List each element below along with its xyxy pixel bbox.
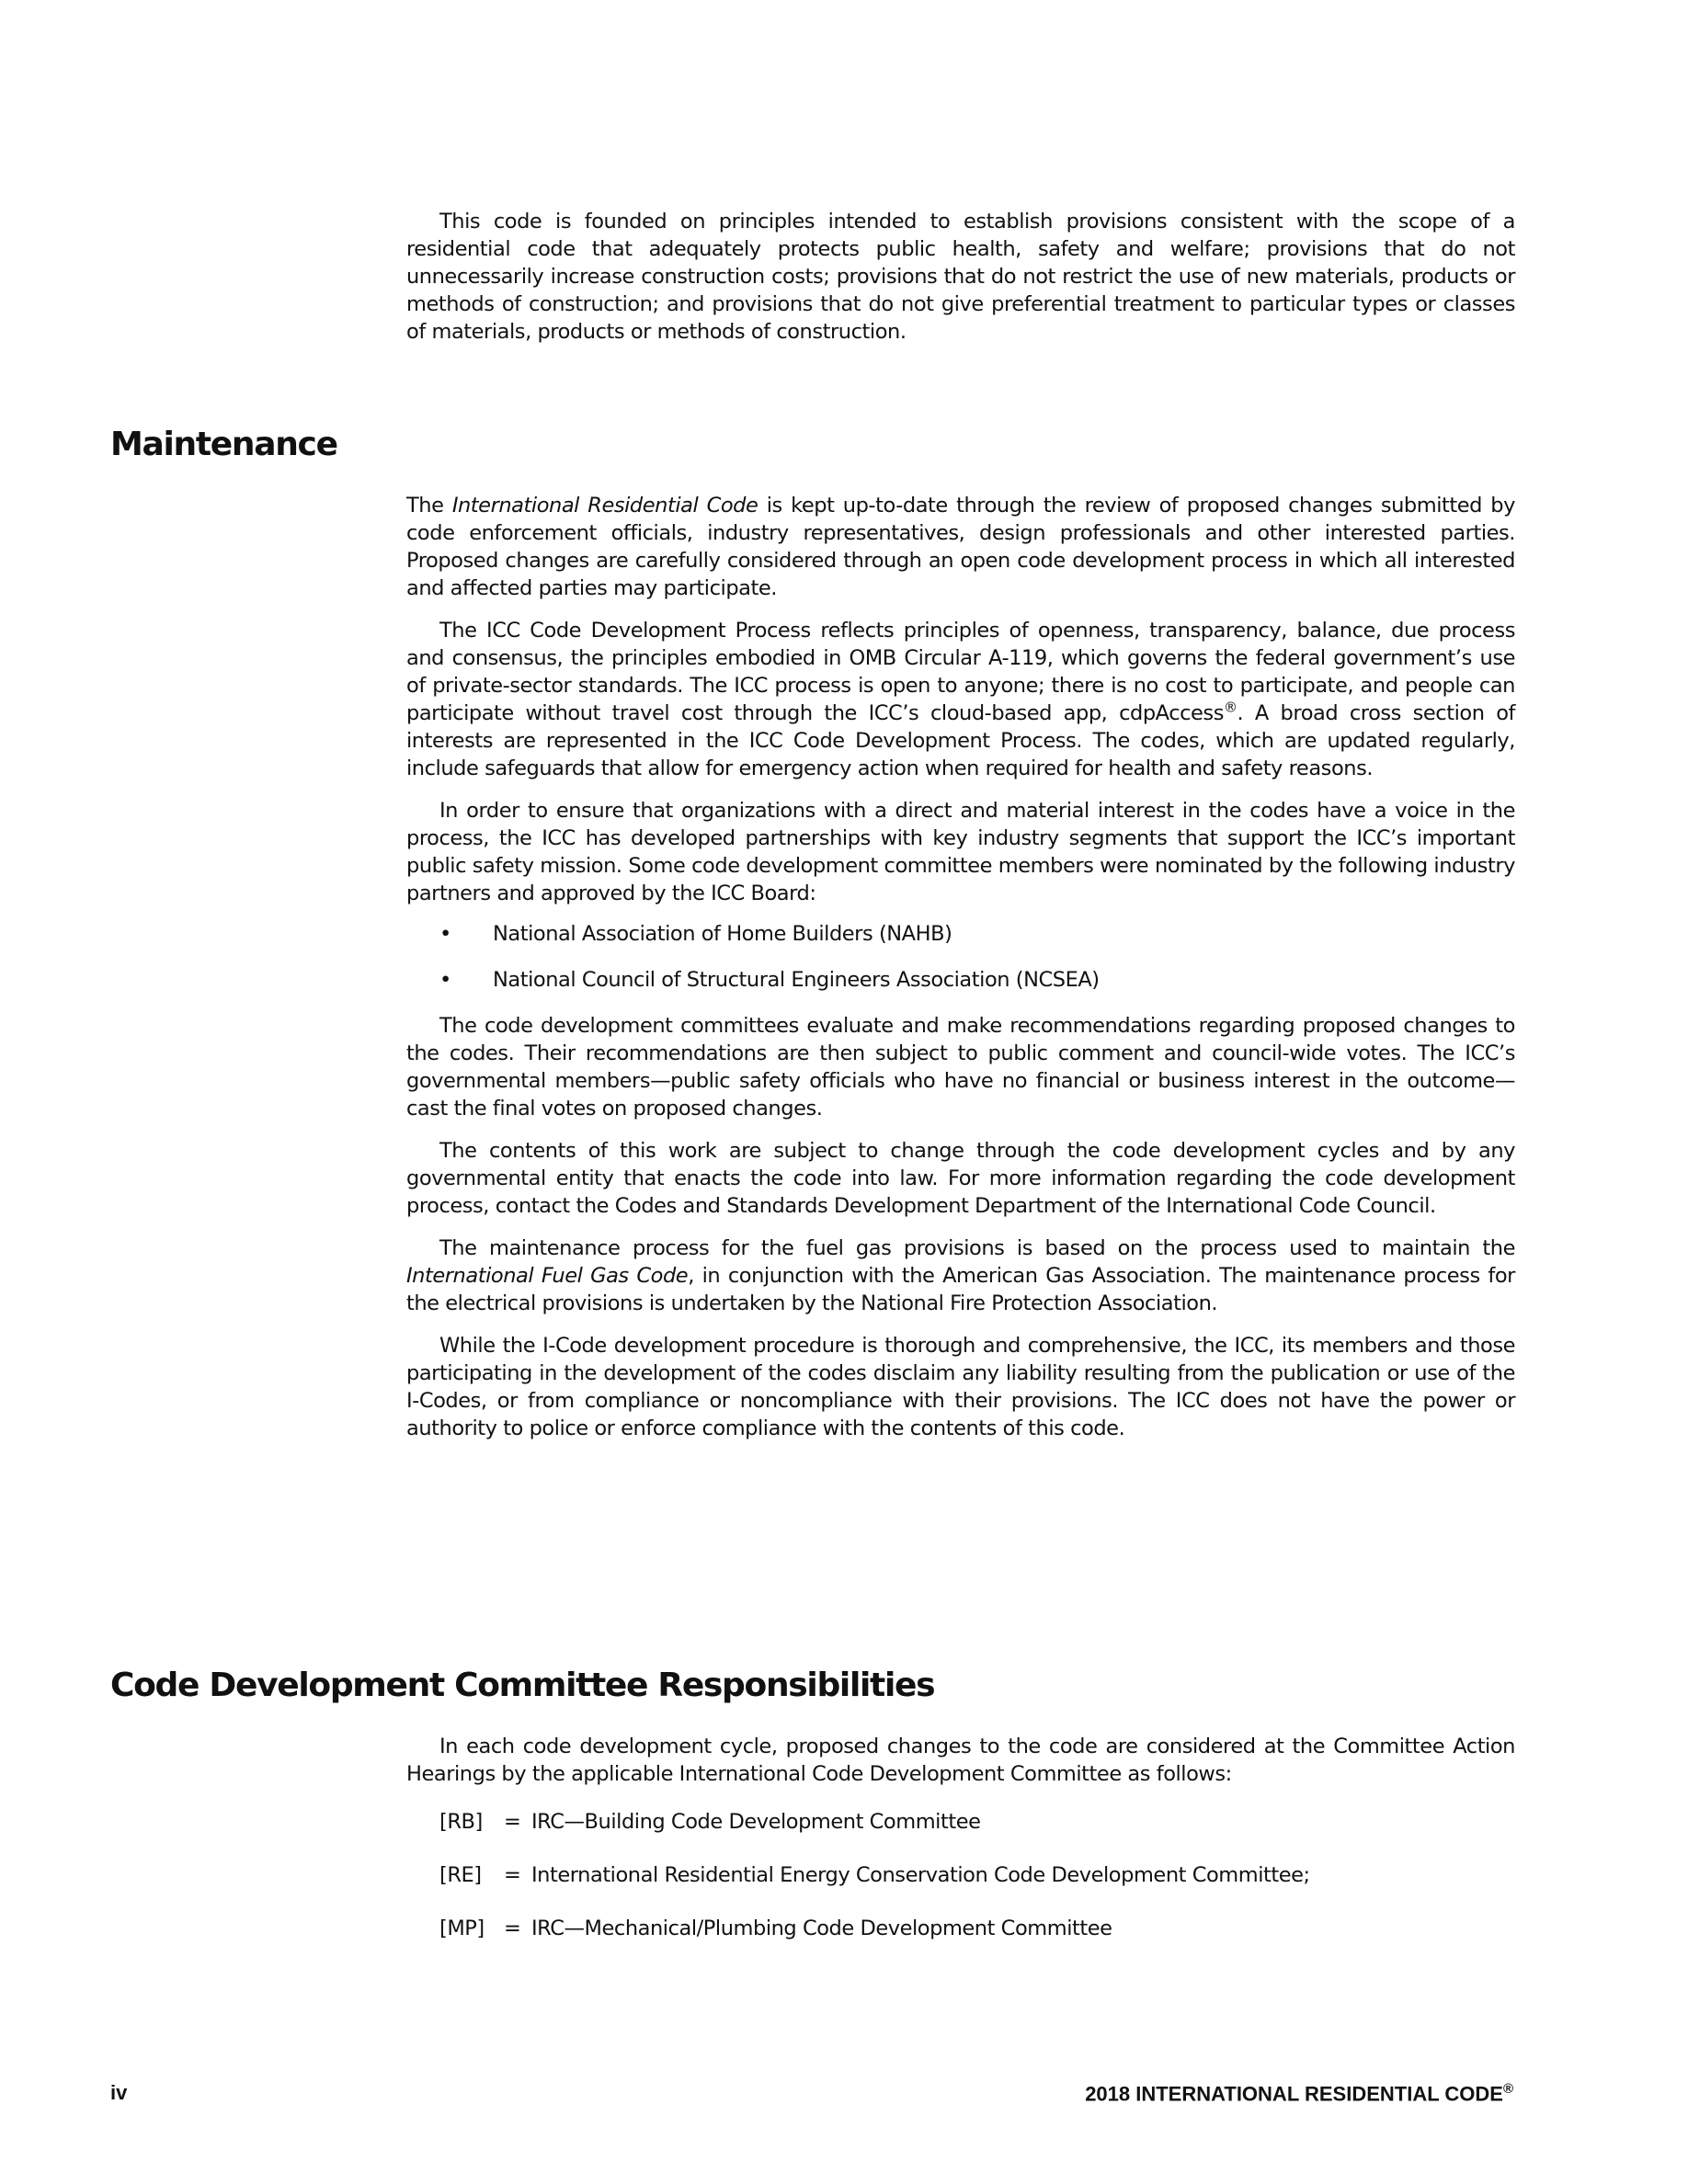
irc-title-italic: International Residential Code (451, 494, 758, 518)
maintenance-paragraph-4: The code development committees evaluate and make recommendations regarding proposed changes to the codes. Their recommendations are then subject to public comment and council-wide votes. The ICC’s governmental members—public safety officials who have no financial or business interest in the outcome—cast the final votes on proposed changes. (406, 1014, 1515, 1120)
committee-row (406, 1861, 1515, 1889)
equals-sign: = (504, 1863, 521, 1887)
committee-row (406, 1915, 1515, 1942)
industry-partners-list (406, 920, 1515, 994)
text-run: The maintenance process for the fuel gas provisions is based on the process used to maintain the (439, 1236, 1515, 1260)
equals-sign: = (504, 1917, 521, 1940)
equals-sign: = (504, 1810, 521, 1834)
maintenance-paragraph-2 (406, 617, 1515, 782)
committee-name: International Residential Energy Conservation Code Development Committee; (531, 1863, 1310, 1887)
intro-block (406, 208, 1515, 346)
committee-abbr: [RB] (439, 1810, 483, 1834)
registered-mark: ® (1223, 699, 1237, 716)
maintenance-paragraph-5: The contents of this work are subject to change through the code development cycles and by any governmental entity that enacts the code into law. For more information regarding the code development process, contact the Codes and Standards Development Department of the International Code Council. (406, 1139, 1515, 1218)
list-item (406, 966, 1515, 994)
committee-intro: In each code development cycle, proposed changes to the code are considered at the Committee Action Hearings by the applicable International Code Development Committee as follows: (406, 1735, 1515, 1786)
committee-heading: Code Development Committee Responsibilities (110, 1666, 935, 1704)
footer-title-text: 2018 INTERNATIONAL RESIDENTIAL CODE (1085, 2082, 1503, 2106)
text-run: The (406, 494, 452, 518)
maintenance-section (406, 492, 1515, 1442)
text-run: The ICC Code Development Process reflects principles of openness, transparency, balance, due process and consensus, the principles embodied in OMB Circular A-119, which governs the federal government’s use of private-sector standards. The ICC process is open to anyone; there is no cost to participate, and people can participate without travel cost through the ICC’s cloud-based app, cdpAccess (406, 619, 1515, 725)
maintenance-paragraph-1 (406, 492, 1515, 602)
committee-section (406, 1733, 1515, 1968)
maintenance-paragraph-3: In order to ensure that organizations with a direct and material interest in the codes have a voice in the process, the ICC has developed partnerships with key industry segments that support the ICC’s important public safety mission. Some code development committee members were nominated by the following industry partners and approved by the ICC Board: (406, 799, 1515, 905)
maintenance-paragraph-7: While the I-Code development procedure is thorough and comprehensive, the ICC, its members and those participating in the development of the codes disclaim any liability resulting from the publication or use of the I-Codes, or from compliance or noncompliance with their provisions. The ICC does not have the power or authority to police or enforce compliance with the contents of this code. (406, 1334, 1515, 1440)
text-run: . A broad cross section of interests are represented in the ICC Code Development Process. The codes, which are updated regularly, include safeguards that allow for emergency action when required for health and safety reasons. (406, 701, 1515, 780)
list-item (406, 920, 1515, 948)
list-item-text: National Association of Home Builders (NAHB) (493, 922, 952, 946)
text-run: is kept up-to-date through the review of proposed changes submitted by code enforcement officials, industry representatives, design professionals and other interested parties. Proposed changes are carefully considered through an open code development process in which all interested and affected parties may participate. (406, 494, 1515, 600)
page-number: iv (110, 2081, 128, 2104)
committee-abbr: [MP] (439, 1917, 485, 1940)
registered-mark: ® (1502, 2081, 1513, 2097)
committee-row (406, 1808, 1515, 1836)
text-run: , in conjunction with the American Gas Association. The maintenance process for the electrical provisions is undertaken by the National Fire Protection Association. (406, 1264, 1515, 1315)
maintenance-paragraph-6 (406, 1234, 1515, 1317)
committee-name: IRC—Building Code Development Committee (531, 1810, 981, 1834)
list-item-text: National Council of Structural Engineers Association (NCSEA) (493, 968, 1100, 992)
committee-abbr: [RE] (439, 1863, 482, 1887)
intro-paragraph: This code is founded on principles intended to establish provisions consistent with the scope of a residential code that adequately protects public health, safety and welfare; provisions that do not unnecessarily increase construction costs; provisions that do not restrict the use of new materials, products or methods of construction; and provisions that do not give preferential treatment to particular types or classes of materials, products or methods of construction. (406, 210, 1515, 344)
ifgc-title-italic: International Fuel Gas Code (406, 1264, 689, 1288)
running-footer-title (1085, 2081, 1513, 2106)
committee-name: IRC—Mechanical/Plumbing Code Development Committee (531, 1917, 1112, 1940)
maintenance-heading: Maintenance (110, 426, 337, 463)
bullet-icon: • (439, 922, 451, 946)
committee-list (406, 1808, 1515, 1942)
bullet-icon: • (439, 968, 451, 992)
